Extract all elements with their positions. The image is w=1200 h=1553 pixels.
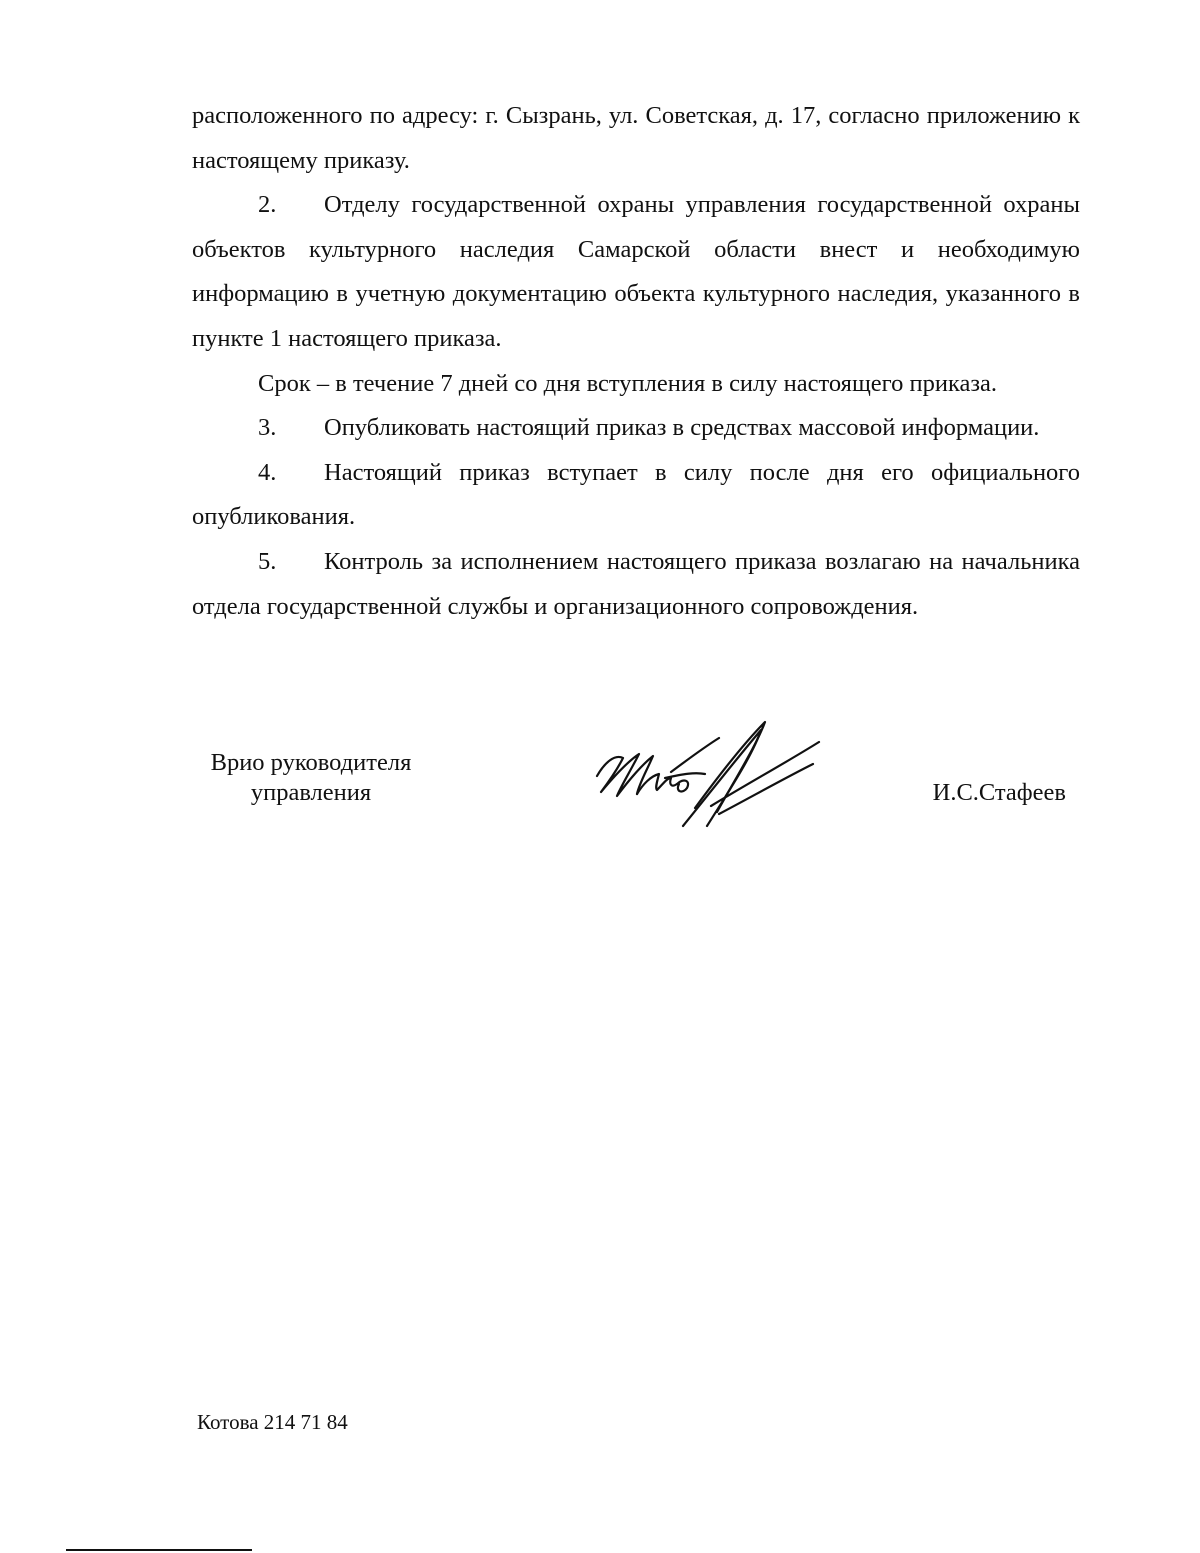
paragraph-number: 3. <box>258 414 277 442</box>
paragraph-text: Контроль за исполнением настоящего приказа возлагаю на начальника отдела государственной службы и организационного сопровождения. <box>192 547 1080 620</box>
paragraph-text: расположенного по адресу: г. Сызрань, ул. Советская, д. 17, согласно приложению к настоящему приказу. <box>192 102 1080 174</box>
paragraph-4 <box>192 451 1080 540</box>
signatory-role <box>206 748 416 808</box>
signatory-role-line1: Врио руководителя <box>210 749 412 776</box>
signatory-name: И.С.Стафеев <box>932 779 1066 806</box>
paragraph-text: Настоящий приказ вступает в силу после дня его официального опубликования. <box>192 458 1080 531</box>
document-body <box>192 94 1080 629</box>
paragraph-text: Опубликовать настоящий приказ в средствах массовой информации. <box>324 414 1040 442</box>
paragraph-text: Срок – в течение 7 дней со дня вступления в силу настоящего приказа. <box>258 369 998 397</box>
paragraph-text: Отделу государственной охраны управления государственной охраны объектов культурного наследия Самарской области внест и необходимую информацию в учетную документацию объекта культурного наследия, указанного в пункте 1 настоящего приказа. <box>192 191 1080 352</box>
paragraph-number: 2. <box>258 191 277 219</box>
handwritten-signature-icon <box>587 714 827 838</box>
paragraph-5 <box>192 540 1080 629</box>
paragraph-2 <box>192 183 1080 361</box>
paragraph-deadline <box>192 362 1080 407</box>
footer-divider <box>66 1549 252 1551</box>
signature-block <box>192 748 1080 848</box>
paragraph-3 <box>192 406 1080 451</box>
signatory-role-line2: управления <box>250 779 372 806</box>
paragraph-number: 5. <box>258 547 277 575</box>
paragraph-continued <box>192 94 1080 183</box>
executor-contact: Котова 214 71 84 <box>197 1410 348 1434</box>
paragraph-number: 4. <box>258 458 277 486</box>
